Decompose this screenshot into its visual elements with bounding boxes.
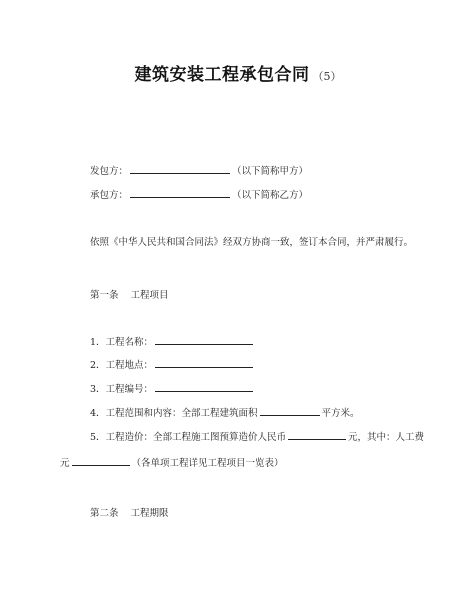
item-project-scope-label: 4．工程范围和内容：全部工程建筑面积 (90, 408, 258, 419)
title-version: （5） (312, 70, 342, 83)
cost-unit: 元 (60, 458, 70, 469)
item-project-location (90, 357, 255, 373)
item-project-cost-label: 5．工程造价：全部工程施工图预算造价人民币 (90, 432, 287, 443)
total-cost-blank[interactable] (288, 429, 346, 440)
article-1-number: 第一条 (90, 290, 119, 301)
item-project-number-label: 3．工程编号： (90, 384, 154, 395)
building-area-blank[interactable] (260, 405, 320, 416)
preamble-paragraph: 依照《中华人民共和国合同法》经双方协商一致，签订本合同，并严肃履行。 (90, 237, 414, 248)
article-1-title: 工程项目 (130, 290, 169, 301)
item-project-location-label: 2．工程地点： (90, 360, 154, 371)
document-title (0, 60, 476, 85)
article-1-heading (90, 287, 169, 301)
project-name-blank[interactable] (155, 334, 253, 345)
contractor-label: 承包方： (90, 190, 129, 201)
cost-note: （各单项工程详见工程项目一览表） (131, 458, 284, 469)
project-number-blank[interactable] (155, 381, 253, 392)
employer-blank[interactable] (130, 163, 230, 174)
item-project-scope (90, 405, 360, 421)
item-project-name (90, 334, 255, 350)
employer-label: 发包方： (90, 166, 129, 177)
article-2-number: 第二条 (90, 508, 119, 519)
contractor-note: （以下简称乙方） (232, 190, 309, 201)
employer-line (90, 163, 308, 179)
title-main: 建筑安装工程承包合同 (134, 65, 310, 85)
article-2-heading (90, 505, 169, 519)
item-project-cost-labor: 元，其中：人工费 (348, 432, 425, 443)
employer-note: （以下简称甲方） (232, 166, 309, 177)
item-project-cost-continued (60, 455, 284, 471)
contractor-line (90, 187, 308, 203)
contractor-blank[interactable] (130, 187, 230, 198)
item-project-cost (90, 429, 424, 445)
item-project-scope-unit: 平方米。 (321, 408, 360, 419)
item-project-number (90, 381, 255, 397)
item-project-name-label: 1．工程名称： (90, 337, 154, 348)
labor-cost-blank[interactable] (72, 455, 130, 466)
project-location-blank[interactable] (155, 357, 253, 368)
article-2-title: 工程期限 (130, 508, 169, 519)
